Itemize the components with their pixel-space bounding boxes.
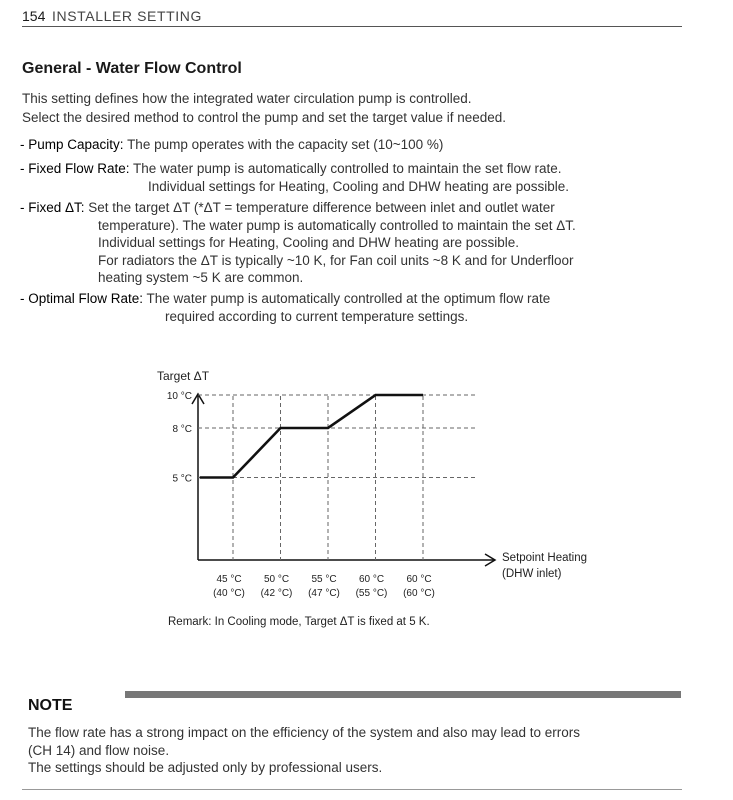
option-fixed-delta-t <box>20 199 576 287</box>
y-axis-label: Target ΔT <box>157 369 210 383</box>
x-tick-label: 45 °C <box>216 574 242 585</box>
y-tick-label: 8 °C <box>172 424 192 435</box>
page-number: 154 <box>22 8 46 24</box>
option-term: - Fixed Flow Rate: <box>20 161 130 176</box>
option-desc: Individual settings for Heating, Cooling and DHW heating are possible. <box>148 178 569 194</box>
note-line: (CH 14) and flow noise. <box>28 742 170 758</box>
intro-text <box>22 89 506 127</box>
x-tick-sublabel: (60 °C) <box>403 588 435 599</box>
x-tick-sublabel: (42 °C) <box>260 588 293 599</box>
bottom-divider <box>22 789 682 790</box>
target-delta-t-chart <box>140 358 620 608</box>
x-tick-label: 60 °C <box>358 574 385 585</box>
chart-remark: Remark: In Cooling mode, Target ΔT is fixed at 5 K. <box>168 616 430 628</box>
option-desc: Set the target ΔT (*ΔT = temperature difference between inlet and outlet water <box>88 200 555 215</box>
y-tick-label: 5 °C <box>172 473 192 485</box>
option-desc: heating system ~5 K are common. <box>98 270 304 285</box>
x-tick-label: 50 °C <box>263 574 290 585</box>
section-name: INSTALLER SETTING <box>52 8 202 24</box>
option-desc: temperature). The water pump is automatically controlled to maintain the set ΔT. <box>98 217 576 233</box>
y-tick-label: 10 °C <box>166 391 192 402</box>
option-fixed-flow-rate <box>20 160 569 195</box>
page-header <box>22 4 682 27</box>
option-desc: The pump operates with the capacity set (10~100 %) <box>127 137 444 152</box>
option-optimal-flow-rate <box>20 290 550 325</box>
note-line: The settings should be adjusted only by professional users. <box>28 760 383 775</box>
note-title: NOTE <box>28 697 73 714</box>
intro-line: Select the desired method to control the pump and set the target value if needed. <box>22 110 507 125</box>
intro-line: This setting defines how the integrated water circulation pump is controlled. <box>22 91 472 106</box>
x-axis-label: Setpoint Heating <box>502 552 588 564</box>
option-term: - Pump Capacity: <box>20 137 124 152</box>
option-desc: The water pump is automatically controlled at the optimum flow rate <box>146 291 551 306</box>
x-tick-label: 60 °C <box>406 574 432 585</box>
note-line: The flow rate has a strong impact on the efficiency of the system and also may lead to errors <box>28 725 581 740</box>
x-tick-sublabel: (47 °C) <box>308 588 340 599</box>
option-term: - Optimal Flow Rate: <box>20 291 144 306</box>
option-pump-capacity <box>20 136 443 154</box>
x-tick-sublabel: (40 °C) <box>213 588 245 599</box>
x-tick-label: 55 °C <box>311 574 337 585</box>
option-desc: Individual settings for Heating, Cooling and DHW heating are possible. <box>98 235 519 250</box>
x-tick-sublabel: (55 °C) <box>355 588 388 599</box>
option-desc: The water pump is automatically controlled to maintain the set flow rate. <box>133 161 562 176</box>
option-desc: For radiators the ΔT is typically ~10 K, for Fan coil units ~8 K and for Underfloor <box>98 252 574 268</box>
target-delta-t-line <box>200 395 423 478</box>
x-axis-label: (DHW inlet) <box>502 568 562 580</box>
note-text <box>28 724 580 777</box>
note-divider <box>125 691 681 698</box>
section-title: General - Water Flow Control <box>22 60 242 77</box>
option-desc: required according to current temperature settings. <box>165 308 469 324</box>
option-term: - Fixed ΔT: <box>20 200 85 215</box>
